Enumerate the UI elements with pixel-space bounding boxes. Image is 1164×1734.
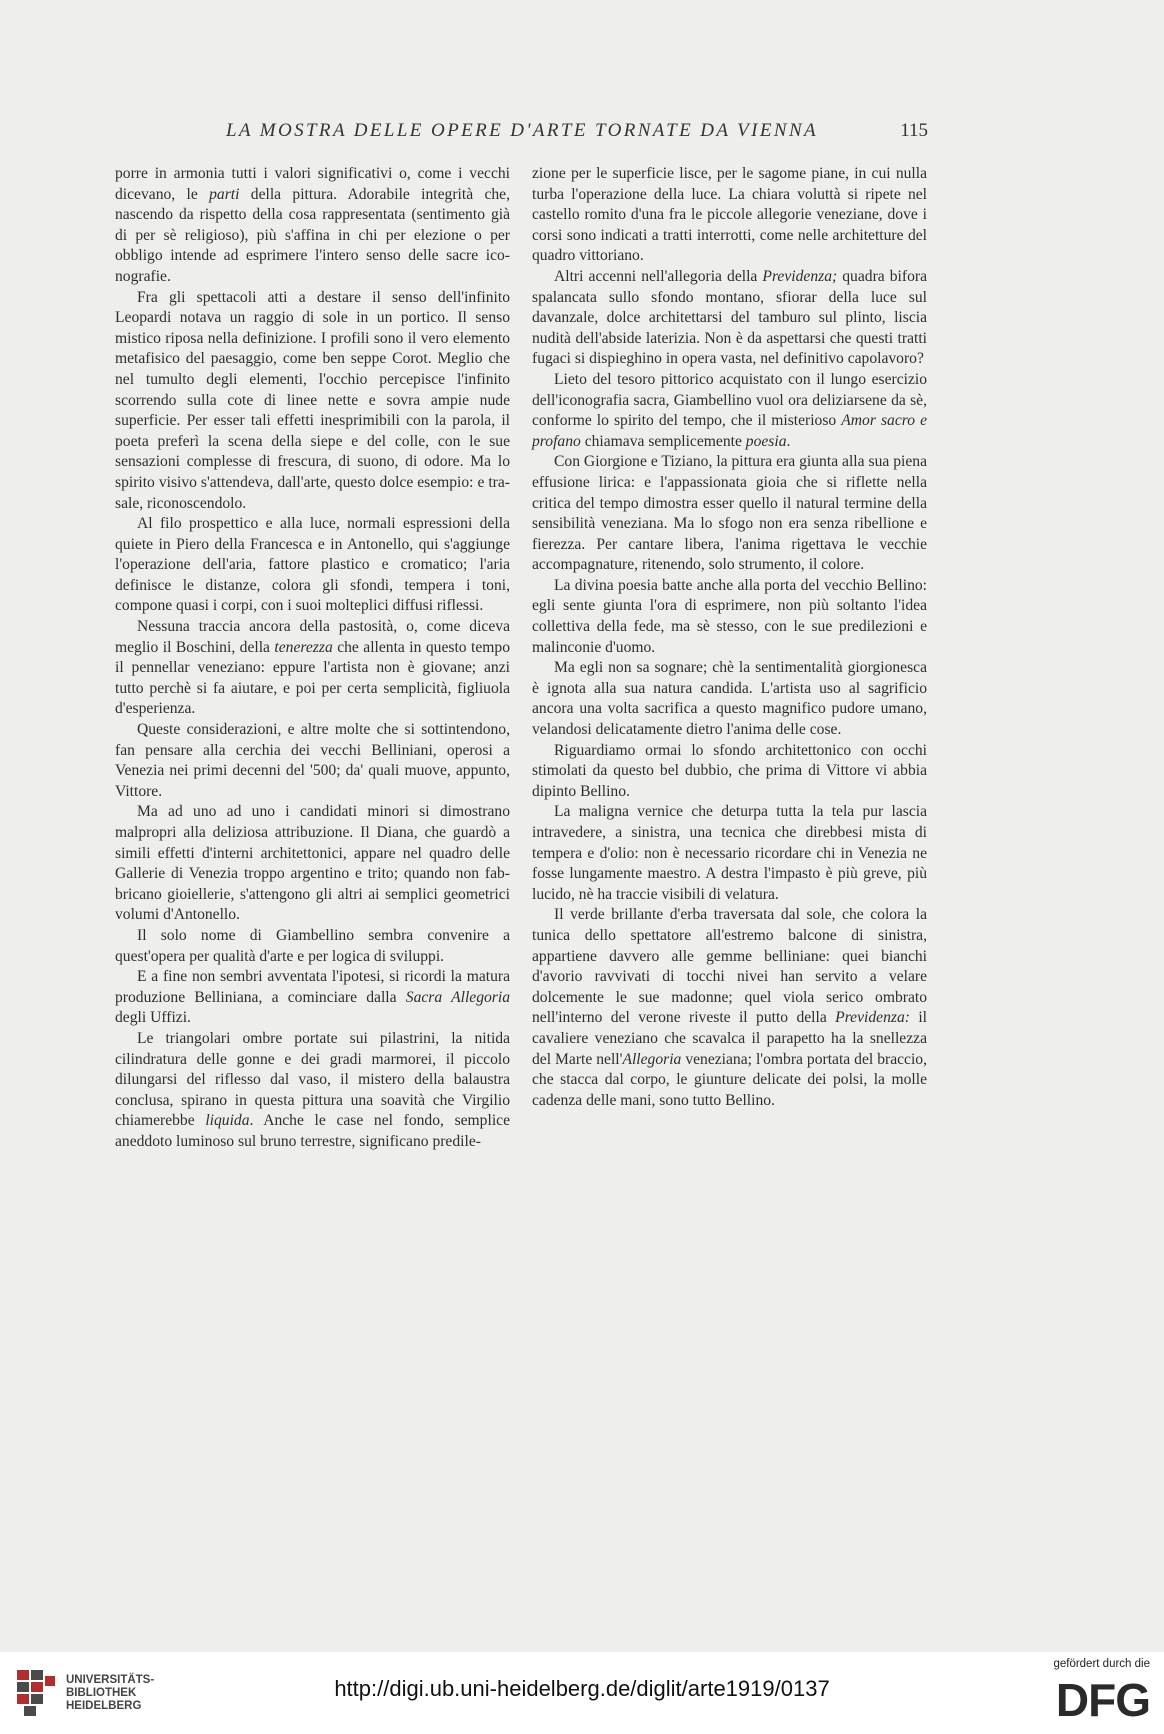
- left-paragraph-9: Le triangolari ombre portate sui pilastrini, la nitida cilindratura delle gonne e dei gradi marmorei, il piccolo dilungarsi del riflesso dal vaso, il mistero della balaustra conclusa, spirano in questa pittura una soavità che Virgilio chiamerebbe liquida. Anche le case nel fondo, semplice aneddoto luminoso sul bruno terrestre, significano predile-: [115, 1029, 510, 1150]
- right-paragraph-8: La maligna vernice che deturpa tutta la tela pur lascia intravedere, a sinistra, una tecnica che direbbesi mista di tempera e d'olio: non è necessario ricordare chi in Venezia ne fosse lungamente maestro. A destra l'impasto è più greve, più lucido, nè ha traccie visibili di velatura.: [532, 803, 927, 903]
- left-paragraph-1: porre in armonia tutti i valori significativi o, come i vecchi dicevano, le parti della pittura. Adorabile integrità che, nascendo da rispetto della cosa rappresentata (sentimento già di per sè religioso), più s'affina in chi per elezione o per obbligo intende ad esprimere l'intero senso delle sacre iconografie.: [115, 165, 511, 285]
- right-paragraph-2: Altri accenni nell'allegoria della Previdenza; quadra bifora spalancata sullo sfondo montano, sfiorar della luce sul davanzale, dolce architettarsi del tamburo sul plinto, liscia nudità dell'abside laterizia. Non è da aspettarsi che questi tratti fugaci si dispieghino in opera vasta, nel definitivo capolavoro?: [532, 267, 927, 368]
- left-paragraph-8: E a fine non sembri avventata l'ipotesi, si ricordi la matura produzione Belliniana, a cominciare dalla Sacra Allegoria degli Uffizi.: [115, 968, 510, 1027]
- right-paragraph-1: zione per le superficie lisce, per le sagome piane, in cui nulla turba l'operazione della luce. La chiara voluttà si ripete nel castello romito d'una fra le piccole allegorie veneziane, dove i corsi sono indicati a tratti interrotti, come nelle architetture del quadro vittoriano.: [532, 165, 927, 265]
- left-paragraph-4: Nessuna traccia ancora della pastosità, o, come diceva meglio il Boschini, della tenerezza che allenta in questo tempo il pennellar veneziano: eppure l'artista non è giovane; anzi tutto perchè si fa aiutare, e poi per certa semplicità, figliuola d'esperienza.: [115, 618, 511, 718]
- left-paragraph-6: Ma ad uno ad uno i candidati minori si dimostrano malpropri alla deliziosa attribuzione. Il Diana, che guardò a simili effetti d'interni architettonici, appare nel quadro delle Gallerie di Venezia troppo argentino e trito; quando non fabbricano gioiellerie, s'attengono gli altri ai semplici geometrici volumi d'Antonello.: [115, 803, 510, 924]
- right-paragraph-5: La divina poesia batte anche alla porta del vecchio Bellino: egli sente giunta l'ora di esprimere, non più soltanto l'idea collettiva della fede, ma sè stesso, con le sue predilezioni e malinconie d'uomo.: [532, 576, 927, 656]
- left-paragraph-3: Al filo prospettico e alla luce, normali espressioni della quiete in Piero della Francesca e in Antonello, qui s'aggiunge l'operazione dell'aria, fattore plastico e cromatico; l'aria definisce le distanze, colora gli sfondi, tempera i toni, compone quasi i corpi, con i suoi molteplici diffusi riflessi.: [115, 515, 510, 615]
- funder-label: gefördert durch die: [1053, 1658, 1150, 1670]
- library-name-line-1: UNIVERSITÄTS-: [66, 1673, 155, 1686]
- library-name-line-2: BIBLIOTHEK: [66, 1686, 137, 1699]
- right-paragraph-7: Riguardiamo ormai lo sfondo architettonico con occhi stimolati da questo bel dubbio, che prima di Vittore vi abbia dipinto Bellino.: [532, 741, 927, 800]
- left-paragraph-7: Il solo nome di Giambellino sembra convenire a quest'opera per qualità d'arte e per logica di sviluppi.: [115, 926, 510, 965]
- text-column-right: [532, 164, 927, 1111]
- right-paragraph-4: Con Giorgione e Tiziano, la pittura era giunta alla sua piena effusione lirica: e l'appassionata gioia che si riflette nella critica del tempo dimostra esser quello il natural termine della sensibilità veneziana. Ma lo sfogo non era senza ribellione e fierezza. Per cantare libera, l'anima rigettava le vecchie accompagnature, ritenendo, solo strumento, il colore.: [532, 453, 927, 574]
- permalink-url[interactable]: http://digi.ub.uni-heidelberg.de/diglit/arte1919/0137: [334, 1676, 830, 1701]
- left-paragraph-5: Queste considerazioni, e altre molte che si sottintendono, fan pensare alla cerchia dei vecchi Belliniani, operosi a Venezia nei primi decenni del '500; da' quali muove, appunto, Vittore.: [115, 721, 510, 800]
- running-title: LA MOSTRA DELLE OPERE D'ARTE TORNATE DA VIENNA: [225, 120, 819, 141]
- dfg-logo-text: DFG: [1055, 1676, 1150, 1720]
- text-column-left: [115, 164, 510, 1153]
- viewer-footer: [0, 1652, 1164, 1734]
- right-paragraph-9: Il verde brillante d'erba traversata dal sole, che colora la tunica dello spettatore all'estremo balcone di sinistra, appartiene davvero alle gemme belliniane: quei bianchi d'avorio ravvivati di tocchi nivei han servito a velare dolcemente le sue madonne; quel viola serico ombrato nell'interno del verone riveste il putto della Previdenza: il cavaliere veneziano che scavalca il parapetto ha la snellezza del Marte nell'Allegoria veneziana; l'ombra portata del braccio, che stacca dal corpo, le giunture delicate dei polsi, la molle cadenza delle mani, sono tutto Bellino.: [532, 906, 927, 1109]
- page-number: 115: [900, 120, 928, 141]
- funder-credit[interactable]: [1030, 1658, 1150, 1720]
- library-name-line-3: HEIDELBERG: [66, 1699, 142, 1712]
- right-paragraph-3: Lieto del tesoro pittorico acquistato con il lungo esercizio dell'iconografia sacra, Giambellino vuol ora deliziarsene da sè, conforme lo spirito del tempo, che il misterioso Amor sacro e profano chiamava semplicemente poesia.: [532, 370, 927, 450]
- right-paragraph-6: Ma egli non sa sognare; chè la sentimentalità giorgionesca è ignota alla sua natura candida. L'artista uso al sagrificio ancora una volta sacrifica a questo magnifico pudore umano, velandosi delicatamente dietro l'anima delle cose.: [532, 659, 927, 739]
- left-paragraph-2: Fra gli spettacoli atti a destare il senso dell'infinito Leopardi notava un raggio di sole in un portico. Il senso mistico riposa nella definizione. I profili sono il vero elemento metafisico del paesaggio, come ben seppe Corot. Meglio che nel tumulto degli elementi, l'occhio percepisce l'infinito scorrendo sulla cote di linee nette e sovra ampie nude superficie. Per esser tali effetti inesprimibili con la parola, il poeta preferì la scena della siepe e del colle, con le sue sensazioni complesse di frescura, di suono, di odore. Ma lo spirito visivo s'attendeva, dall'arte, questo dolce esempio: e trasale, riconoscendolo.: [115, 288, 510, 512]
- dfg-logo-icon: [1034, 1676, 1150, 1720]
